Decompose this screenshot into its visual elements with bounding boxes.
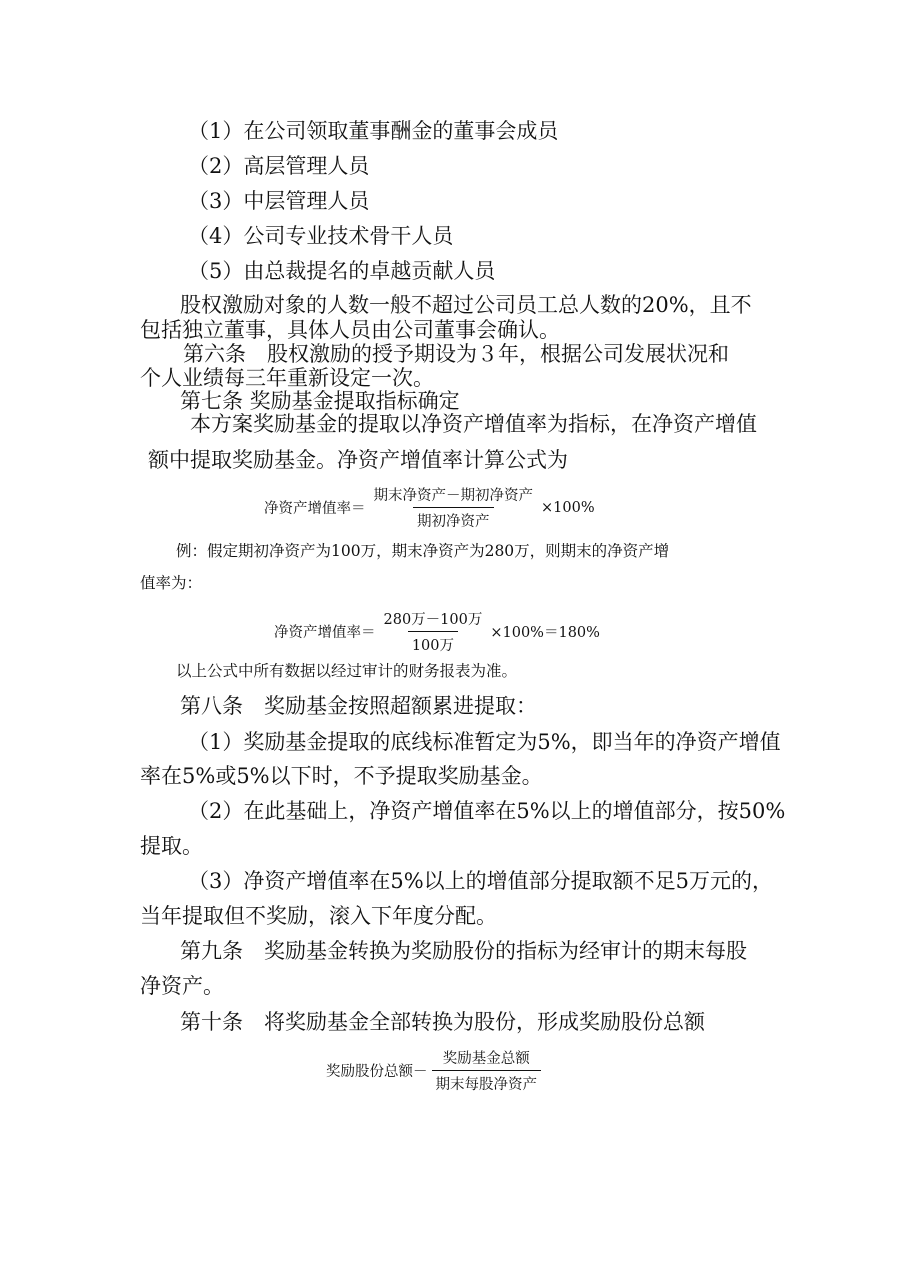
formula-1-numerator: 期末净资产－期初净资产 [373, 488, 533, 504]
article-10: 第十条 将奖励基金全部转换为股份，形成奖励股份总额 [180, 1010, 705, 1034]
audit-note: 以上公式中所有数据以经过审计的财务报表为准。 [176, 662, 518, 680]
article-9-line-2: 净资产。 [140, 974, 224, 998]
formula-growth-rate [264, 484, 595, 531]
article-8-item-1-line-1: （1）奖励基金提取的底线标准暂定为5%，即当年的净资产增值 [188, 730, 781, 754]
formula-1-lhs: 净资产增值率＝ [264, 501, 366, 517]
formula-3-fraction [432, 1047, 542, 1094]
article-6-line-1: 第六条 股权激励的授予期设为３年，根据公司发展状况和 [183, 342, 729, 366]
formula-2-denominator: 100万 [408, 631, 458, 655]
article-8-title: 第八条 奖励基金按照超额累进提取： [180, 694, 537, 718]
list-item-2: （2）高层管理人员 [188, 154, 370, 178]
formula-2-fraction [380, 608, 487, 655]
scope-paragraph-line-2: 包括独立董事，具体人员由公司董事会确认。 [140, 318, 560, 342]
formula-2-lhs: 净资产增值率＝ [274, 625, 376, 641]
formula-3-numerator: 奖励基金总额 [442, 1051, 530, 1067]
formula-2-numerator: 280万－100万 [383, 612, 483, 628]
article-8-item-2-line-1: （2）在此基础上，净资产增值率在5%以上的增值部分，按50% [188, 799, 786, 823]
formula-3-lhs: 奖励股份总额－ [326, 1064, 428, 1080]
formula-2-rhs: ×100%＝180% [490, 625, 600, 641]
formula-1-rhs: ×100% [541, 499, 595, 516]
formula-1-fraction [370, 484, 538, 531]
article-8-item-3-line-1: （3）净资产增值率在5%以上的增值部分提取额不足5万元的， [188, 869, 774, 893]
article-7-body-line-2: 额中提取奖励基金。净资产增值率计算公式为 [148, 448, 568, 472]
formula-example [274, 608, 600, 655]
formula-3-denominator: 期末每股净资产 [432, 1070, 542, 1094]
list-item-4: （4）公司专业技术骨干人员 [188, 224, 454, 248]
example-line-2: 值率为： [140, 574, 203, 592]
scope-paragraph-line-1: 股权激励对象的人数一般不超过公司员工总人数的20%，且不 [180, 293, 752, 317]
article-8-item-3-line-2: 当年提取但不奖励，滚入下年度分配。 [140, 904, 497, 928]
list-item-3: （3）中层管理人员 [188, 189, 370, 213]
article-7-body-line-1: 本方案奖励基金的提取以净资产增值率为指标，在净资产增值 [190, 412, 757, 436]
article-8-item-2-line-2: 提取。 [140, 834, 203, 858]
list-item-1: （1）在公司领取董事酬金的董事会成员 [188, 119, 559, 143]
article-6-line-2: 个人业绩每三年重新设定一次。 [140, 366, 434, 390]
article-9-line-1: 第九条 奖励基金转换为奖励股份的指标为经审计的期末每股 [180, 939, 747, 963]
formula-1-denominator: 期初净资产 [413, 507, 494, 531]
article-8-item-1-line-2: 率在5%或5%以下时，不予提取奖励基金。 [140, 764, 543, 788]
list-item-5: （5）由总裁提名的卓越贡献人员 [188, 259, 496, 283]
example-line-1: 例：假定期初净资产为100万，期末净资产为280万，则期末的净资产增 [176, 542, 670, 560]
article-7-title: 第七条 奖励基金提取指标确定 [180, 389, 460, 413]
formula-share-total [326, 1047, 545, 1094]
